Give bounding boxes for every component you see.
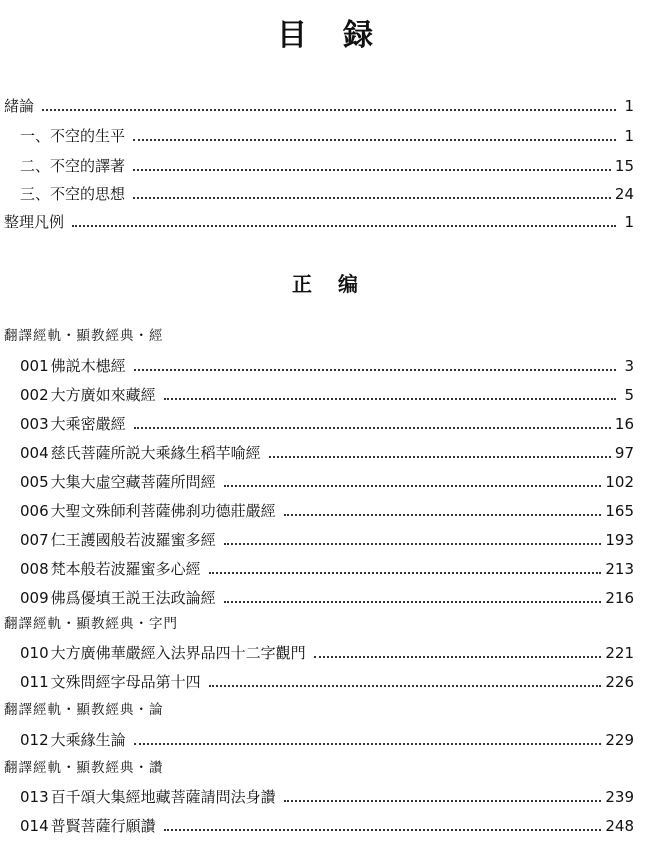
entry-number: 008 — [20, 560, 49, 578]
entry-number: 001 — [20, 357, 49, 375]
toc-page: 24 — [614, 185, 634, 203]
entry-page: 229 — [605, 731, 634, 749]
toc-row-intro[interactable] — [0, 95, 634, 117]
entry-page: 213 — [605, 560, 634, 578]
leader-dots — [224, 485, 602, 487]
leader-dots — [42, 109, 616, 111]
entry-page: 239 — [605, 788, 634, 806]
toc-entry[interactable] — [0, 671, 634, 693]
leader-dots — [284, 514, 602, 516]
entry-page: 165 — [605, 502, 634, 520]
toc-entry[interactable] — [0, 529, 634, 551]
entry-title: 大聖文殊師利菩薩佛刹功德莊嚴經 — [50, 502, 276, 520]
leader-dots — [134, 369, 616, 371]
entry-page: 193 — [605, 531, 634, 549]
toc-entry[interactable] — [0, 587, 634, 609]
title-char-1: 目 — [277, 18, 307, 53]
toc-page: 1 — [624, 213, 634, 231]
toc-row-guidelines[interactable] — [0, 211, 634, 233]
toc-row-intro-1[interactable] — [0, 125, 634, 147]
leader-dots — [224, 601, 602, 603]
entry-page: 216 — [605, 589, 634, 607]
entry-title: 大乘緣生論 — [50, 731, 126, 749]
entry-page: 102 — [605, 473, 634, 491]
entry-title: 佛説木槵經 — [50, 357, 126, 375]
leader-dots — [164, 829, 602, 831]
entry-title: 大方廣佛華嚴經入法界品四十二字觀門 — [50, 644, 306, 662]
title-char-2: 録 — [343, 18, 373, 53]
entry-number: 012 — [20, 731, 49, 749]
toc-entry[interactable] — [0, 384, 634, 406]
entry-number: 010 — [20, 644, 49, 662]
leader-dots — [164, 398, 616, 400]
entry-number: 014 — [20, 817, 49, 835]
entry-page: 5 — [624, 386, 634, 404]
entry-title: 大方廣如來藏經 — [50, 386, 156, 404]
toc-entry[interactable] — [0, 355, 634, 377]
section-char-2: 编 — [338, 272, 358, 296]
section-heading — [0, 268, 650, 297]
toc-label: 一、不空的生平 — [20, 127, 126, 145]
toc-entry[interactable] — [0, 471, 634, 493]
toc-entry[interactable] — [0, 500, 634, 522]
toc-page: 15 — [614, 157, 634, 175]
toc-entry[interactable] — [0, 642, 634, 664]
entry-page: 248 — [605, 817, 634, 835]
toc-label: 緒論 — [4, 97, 35, 115]
entry-page: 16 — [614, 415, 634, 433]
toc-label: 整理凡例 — [4, 213, 65, 231]
toc-row-intro-2[interactable] — [0, 155, 634, 177]
entry-number: 006 — [20, 502, 49, 520]
category-heading: 翻譯經軌・顯教經典・字門 — [4, 616, 178, 632]
entry-number: 013 — [20, 788, 49, 806]
entry-number: 003 — [20, 415, 49, 433]
leader-dots — [209, 572, 602, 574]
entry-page: 221 — [605, 644, 634, 662]
leader-dots — [133, 197, 611, 199]
entry-title: 慈氏菩薩所説大乘緣生稻芉喻經 — [50, 444, 261, 462]
toc-row-intro-3[interactable] — [0, 183, 634, 205]
entry-title: 梵本般若波羅蜜多心經 — [50, 560, 201, 578]
category-heading: 翻譯經軌・顯教經典・論 — [4, 702, 164, 718]
entry-page: 3 — [624, 357, 634, 375]
toc-entry[interactable] — [0, 786, 634, 808]
entry-title: 百千頌大集經地藏菩薩請問法身讚 — [50, 788, 276, 806]
entry-page: 226 — [605, 673, 634, 691]
leader-dots — [134, 743, 602, 745]
entry-number: 011 — [20, 673, 49, 691]
entry-title: 大集大虛空藏菩薩所問經 — [50, 473, 216, 491]
leader-dots — [209, 685, 602, 687]
entry-title: 大乘密嚴經 — [50, 415, 126, 433]
page-title — [0, 10, 650, 54]
toc-page: 1 — [624, 127, 634, 145]
category-heading: 翻譯經軌・顯教經典・讚 — [4, 760, 164, 776]
toc-entry[interactable] — [0, 413, 634, 435]
entry-number: 007 — [20, 531, 49, 549]
entry-number: 009 — [20, 589, 49, 607]
toc-entry[interactable] — [0, 729, 634, 751]
toc-entry[interactable] — [0, 442, 634, 464]
leader-dots — [224, 543, 602, 545]
leader-dots — [134, 427, 611, 429]
toc-entry[interactable] — [0, 815, 634, 837]
category-heading: 翻譯經軌・顯教經典・經 — [4, 328, 164, 344]
toc-label: 二、不空的譯著 — [20, 157, 126, 175]
toc-label: 三、不空的思想 — [20, 185, 126, 203]
entry-page: 97 — [614, 444, 634, 462]
leader-dots — [72, 225, 616, 227]
leader-dots — [269, 456, 611, 458]
leader-dots — [133, 139, 616, 141]
leader-dots — [314, 656, 602, 658]
entry-title: 仁王護國般若波羅蜜多經 — [50, 531, 216, 549]
leader-dots — [133, 169, 611, 171]
entry-number: 004 — [20, 444, 49, 462]
entry-title: 佛爲優填王説王法政論經 — [50, 589, 216, 607]
entry-title: 文殊問經字母品第十四 — [50, 673, 201, 691]
toc-entry[interactable] — [0, 558, 634, 580]
entry-title: 普賢菩薩行願讚 — [50, 817, 156, 835]
leader-dots — [284, 800, 602, 802]
entry-number: 005 — [20, 473, 49, 491]
entry-number: 002 — [20, 386, 49, 404]
section-char-1: 正 — [292, 272, 312, 296]
toc-page: 1 — [624, 97, 634, 115]
